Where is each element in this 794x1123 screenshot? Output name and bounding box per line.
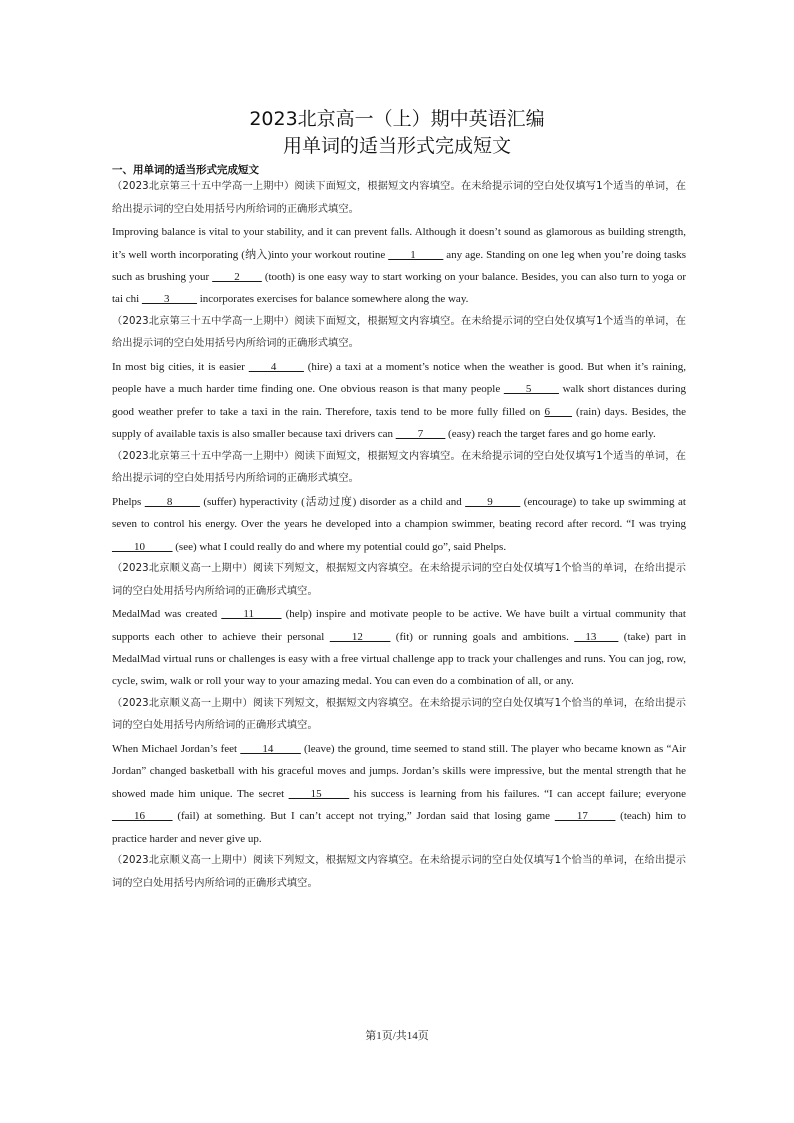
passage-text: his success is learning from his failures. “I can accept failure; everyone <box>349 787 687 800</box>
instruction-text: （2023北京第三十五中学高一上期中）阅读下面短文，根据短文内容填空。在未给提示词的空白处仅填写1个适当的单词，在给出提示词的空白处用括号内所给词的正确形式填空。 <box>112 450 686 485</box>
document-title: 2023北京高一（上）期中英语汇编 <box>249 108 545 130</box>
blank-7: ____7____ <box>395 428 446 441</box>
blank-15: ____15_____ <box>288 787 350 800</box>
passage-text: (fail) at something. But I can’t accept not trying,” Jordan said that losing game <box>172 810 555 823</box>
document-body <box>112 176 686 895</box>
passage-text: (encourage) to take up swimming at seven to control his energy. Over the years he developed into a champion swimmer, beating record after record. “I was trying <box>112 495 686 531</box>
blank-1: ____1_____ <box>388 248 444 261</box>
blank-10: ____10_____ <box>112 540 173 553</box>
blank-13: __13____ <box>574 630 619 643</box>
section-heading: 一、用单词的适当形式完成短文 <box>112 164 259 176</box>
blank-14: ____14_____ <box>240 743 301 756</box>
blank-3: ____3_____ <box>141 293 197 306</box>
instruction-text: （2023北京顺义高一上期中）阅读下列短文，根据短文内容填空。在未给提示词的空白处仅填写1个恰当的单词，在给出提示词的空白处用括号内所给词的正确形式填空。 <box>112 855 686 889</box>
passage-1 <box>112 221 686 311</box>
passage-5 <box>112 738 686 850</box>
passage-text: (teach) him to practice harder and never give up. <box>112 810 686 845</box>
passage-text: (see) what I could really do and where my potential could go”, said Phelps. <box>172 540 507 553</box>
passage-text: (leave) the ground, time seemed to stand still. The player who became known as “Air Jordan” changed basketball with his graceful moves and jumps. Jordan’s skills were impressive, but the mental strength that he showed made him unique. The secret <box>112 743 687 800</box>
blank-16: ____16_____ <box>112 810 173 823</box>
blank-5: ____5_____ <box>503 383 559 396</box>
passage-text: any age. Standing on one leg when you’re doing tasks such as brushing your <box>112 248 687 283</box>
passage-text: (hire) a taxi at a moment’s notice when the weather is good. But when it’s raining, people have a much harder time finding one. One obvious reason is that many people <box>112 361 686 396</box>
passage-text: (take) part in MedalMad virtual runs or challenges is easy with a free virtual challenge app to track your challenges and runs. You can jog, row, cycle, swim, walk or roll your way to your amazing medal. You can even do a combination of all, or any. <box>112 630 687 688</box>
passage-text: (easy) reach the target fares and go home early. <box>445 428 656 441</box>
blank-6: 6____ <box>544 405 572 418</box>
page-number: 第1页/共14页 <box>365 1030 429 1042</box>
blank-17: ____17_____ <box>554 810 616 823</box>
passage-text: (rain) days. Besides, the supply of available taxis is also smaller because taxi drivers can <box>112 405 686 441</box>
passage-text: (help) inspire and motivate people to be active. We have built a virtual community that supports each other to achieve their personal <box>112 608 686 643</box>
passage-text: MedalMad was created <box>112 608 222 621</box>
passage-4 <box>112 603 686 693</box>
passage-text: (tooth) is one easy way to start working on your balance. Besides, you can also turn to yoga or tai chi <box>112 271 686 306</box>
passage-text: Phelps <box>112 495 145 508</box>
instruction-text: （2023北京顺义高一上期中）阅读下列短文，根据短文内容填空。在未给提示词的空白处仅填写1个恰当的单词，在给出提示词的空白处用括号内所给词的正确形式填空。 <box>112 697 686 732</box>
passage-2 <box>112 356 686 446</box>
blank-9: ____9_____ <box>465 495 521 508</box>
passage-text: walk short distances during good weather prefer to take a taxi in the rain. Therefore, taxis tend to be more fully filled on <box>112 383 686 418</box>
blank-11: ____11_____ <box>221 608 282 621</box>
blank-2: ____2____ <box>212 271 262 283</box>
passage-text: In most big cities, it is easier <box>112 361 249 373</box>
passage-text: Improving balance is vital to your stability, and it can prevent falls. Although it doesn’t sound as glamorous as building strength, it’s well worth incorporating (纳入)into your workout routine <box>112 226 686 261</box>
instruction-text: （2023北京第三十五中学高一上期中）阅读下面短文，根据短文内容填空。在未给提示词的空白处仅填写1个适当的单词，在给出提示词的空白处用括号内所给词的正确形式填空。 <box>112 181 686 215</box>
passage-text: (fit) or running goals and ambitions. <box>390 630 575 643</box>
instruction-text: （2023北京第三十五中学高一上期中）阅读下面短文，根据短文内容填空。在未给提示词的空白处仅填写1个适当的单词，在给出提示词的空白处用括号内所给词的正确形式填空。 <box>112 315 686 350</box>
passage-text: incorporates exercises for balance somewhere along the way. <box>196 293 469 306</box>
passage-3 <box>112 491 686 558</box>
blank-12: ____12_____ <box>329 630 391 643</box>
document-subtitle: 用单词的适当形式完成短文 <box>282 135 511 157</box>
blank-4: ____4_____ <box>248 361 304 373</box>
passage-text: (suffer) hyperactivity (活动过度) disorder as a child and <box>199 495 466 508</box>
passage-text: When Michael Jordan’s feet <box>112 743 241 756</box>
blank-8: ____8_____ <box>144 495 200 508</box>
instruction-text: （2023北京顺义高一上期中）阅读下列短文，根据短文内容填空。在未给提示词的空白处仅填写1个恰当的单词，在给出提示词的空白处用括号内所给词的正确形式填空。 <box>112 563 686 597</box>
